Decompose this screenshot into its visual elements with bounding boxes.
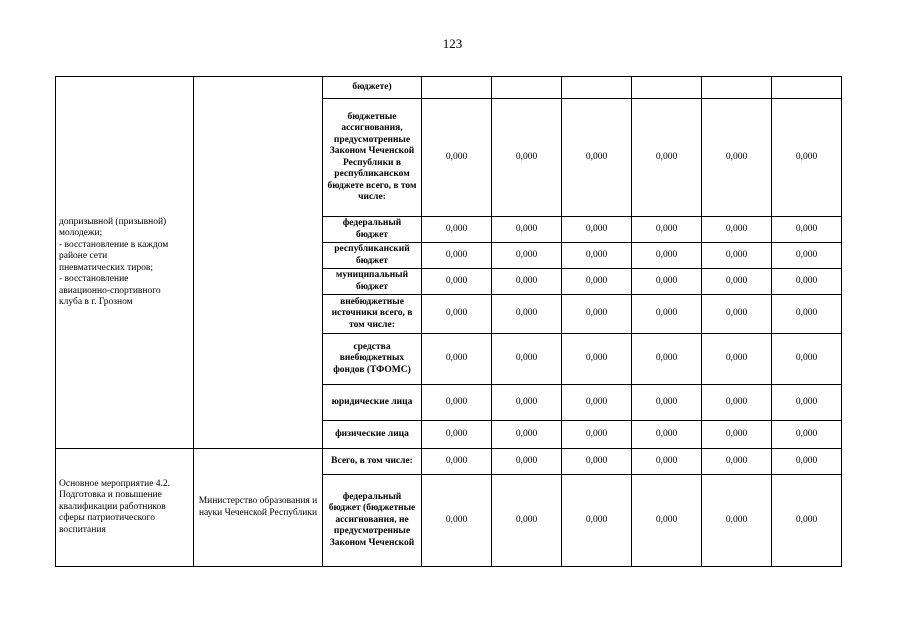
value-cell xyxy=(772,77,842,99)
event-text-line: допризывной (призывной) xyxy=(59,216,167,227)
value-cell: 0,000 xyxy=(632,243,702,269)
value-cell: 0,000 xyxy=(702,334,772,385)
value-cell: 0,000 xyxy=(422,334,492,385)
value-cell: 0,000 xyxy=(632,475,702,567)
event-text-line: квалификации работников xyxy=(59,501,166,512)
value-cell: 0,000 xyxy=(492,295,562,334)
value-cell: 0,000 xyxy=(562,295,632,334)
budget-table xyxy=(55,76,842,567)
value-cell: 0,000 xyxy=(562,475,632,567)
value-cell: 0,000 xyxy=(702,295,772,334)
funding-source-cell: федеральный бюджет xyxy=(323,217,422,243)
table-row xyxy=(56,77,842,99)
value-cell: 0,000 xyxy=(702,449,772,475)
funding-source-cell: средства внебюджетных фондов (ТФОМС) xyxy=(323,334,422,385)
value-cell xyxy=(632,77,702,99)
value-cell: 0,000 xyxy=(492,421,562,449)
value-cell: 0,000 xyxy=(632,295,702,334)
value-cell: 0,000 xyxy=(562,243,632,269)
value-cell: 0,000 xyxy=(632,385,702,421)
value-cell: 0,000 xyxy=(422,269,492,295)
value-cell xyxy=(702,77,772,99)
value-cell: 0,000 xyxy=(772,421,842,449)
value-cell: 0,000 xyxy=(632,449,702,475)
funding-source-cell: бюджетные ассигнования, предусмотренные Законом Чеченской Республики в республиканском бюджете всего, в том числе: xyxy=(323,99,422,217)
value-cell: 0,000 xyxy=(422,217,492,243)
value-cell: 0,000 xyxy=(702,99,772,217)
event-text-line: молодежи; xyxy=(59,228,103,238)
event-text-line: Основное мероприятие 4.2. xyxy=(59,478,171,489)
value-cell: 0,000 xyxy=(422,295,492,334)
funding-source-cell: юридические лица xyxy=(323,385,422,421)
value-cell: 0,000 xyxy=(422,99,492,217)
value-cell: 0,000 xyxy=(562,449,632,475)
value-cell: 0,000 xyxy=(492,99,562,217)
value-cell: 0,000 xyxy=(702,475,772,567)
funding-source-cell: внебюджетные источники всего, в том числе: xyxy=(323,295,422,334)
table-row xyxy=(56,449,842,475)
value-cell: 0,000 xyxy=(422,243,492,269)
value-cell xyxy=(492,77,562,99)
value-cell: 0,000 xyxy=(562,217,632,243)
value-cell: 0,000 xyxy=(632,99,702,217)
value-cell: 0,000 xyxy=(562,99,632,217)
value-cell: 0,000 xyxy=(492,334,562,385)
value-cell: 0,000 xyxy=(492,243,562,269)
value-cell: 0,000 xyxy=(632,334,702,385)
value-cell xyxy=(422,77,492,99)
event-text-line: - восстановление xyxy=(59,274,129,284)
funding-source-cell: бюджете) xyxy=(323,77,422,99)
executor-cell: Министерство образования и науки Чеченской Республики xyxy=(194,449,323,567)
funding-source-cell: республиканский бюджет xyxy=(323,243,422,269)
value-cell: 0,000 xyxy=(772,385,842,421)
value-cell: 0,000 xyxy=(772,269,842,295)
value-cell: 0,000 xyxy=(772,449,842,475)
value-cell: 0,000 xyxy=(492,217,562,243)
page-number: 123 xyxy=(442,36,463,51)
value-cell: 0,000 xyxy=(702,421,772,449)
value-cell: 0,000 xyxy=(772,217,842,243)
event-text-line: районе сети xyxy=(59,251,108,261)
event-text-line: Подготовка и повышение xyxy=(59,490,162,501)
value-cell: 0,000 xyxy=(632,217,702,243)
event-text-line: - восстановление в каждом xyxy=(59,239,169,250)
value-cell: 0,000 xyxy=(632,421,702,449)
executor-cell xyxy=(194,77,323,449)
value-cell: 0,000 xyxy=(492,475,562,567)
value-cell: 0,000 xyxy=(492,449,562,475)
funding-source-cell: федеральный бюджет (бюджетные ассигнования, не предусмотренные Законом Чеченской xyxy=(323,475,422,567)
funding-source-cell: муниципальный бюджет xyxy=(323,269,422,295)
value-cell: 0,000 xyxy=(772,334,842,385)
value-cell: 0,000 xyxy=(772,99,842,217)
value-cell: 0,000 xyxy=(632,269,702,295)
value-cell: 0,000 xyxy=(492,385,562,421)
value-cell: 0,000 xyxy=(702,269,772,295)
value-cell: 0,000 xyxy=(422,421,492,449)
event-4-2-cell xyxy=(56,449,194,567)
value-cell: 0,000 xyxy=(422,449,492,475)
value-cell: 0,000 xyxy=(562,421,632,449)
funding-source-cell: физические лица xyxy=(323,421,422,449)
value-cell: 0,000 xyxy=(422,475,492,567)
event-text-line: сферы патриотического xyxy=(59,513,155,524)
event-description-cell xyxy=(56,77,194,449)
value-cell: 0,000 xyxy=(492,269,562,295)
event-text-line: воспитания xyxy=(59,524,106,535)
value-cell: 0,000 xyxy=(772,295,842,334)
value-cell: 0,000 xyxy=(702,217,772,243)
value-cell: 0,000 xyxy=(422,385,492,421)
event-text-line: авиационно-спортивного xyxy=(59,285,161,296)
funding-source-cell: Всего, в том числе: xyxy=(323,449,422,475)
event-text-line: клуба в г. Грозном xyxy=(59,297,133,307)
event-text-line: пневматических тиров; xyxy=(59,262,153,273)
value-cell: 0,000 xyxy=(702,243,772,269)
value-cell: 0,000 xyxy=(702,385,772,421)
value-cell: 0,000 xyxy=(562,334,632,385)
value-cell: 0,000 xyxy=(772,243,842,269)
value-cell: 0,000 xyxy=(562,385,632,421)
value-cell xyxy=(562,77,632,99)
value-cell: 0,000 xyxy=(772,475,842,567)
value-cell: 0,000 xyxy=(562,269,632,295)
